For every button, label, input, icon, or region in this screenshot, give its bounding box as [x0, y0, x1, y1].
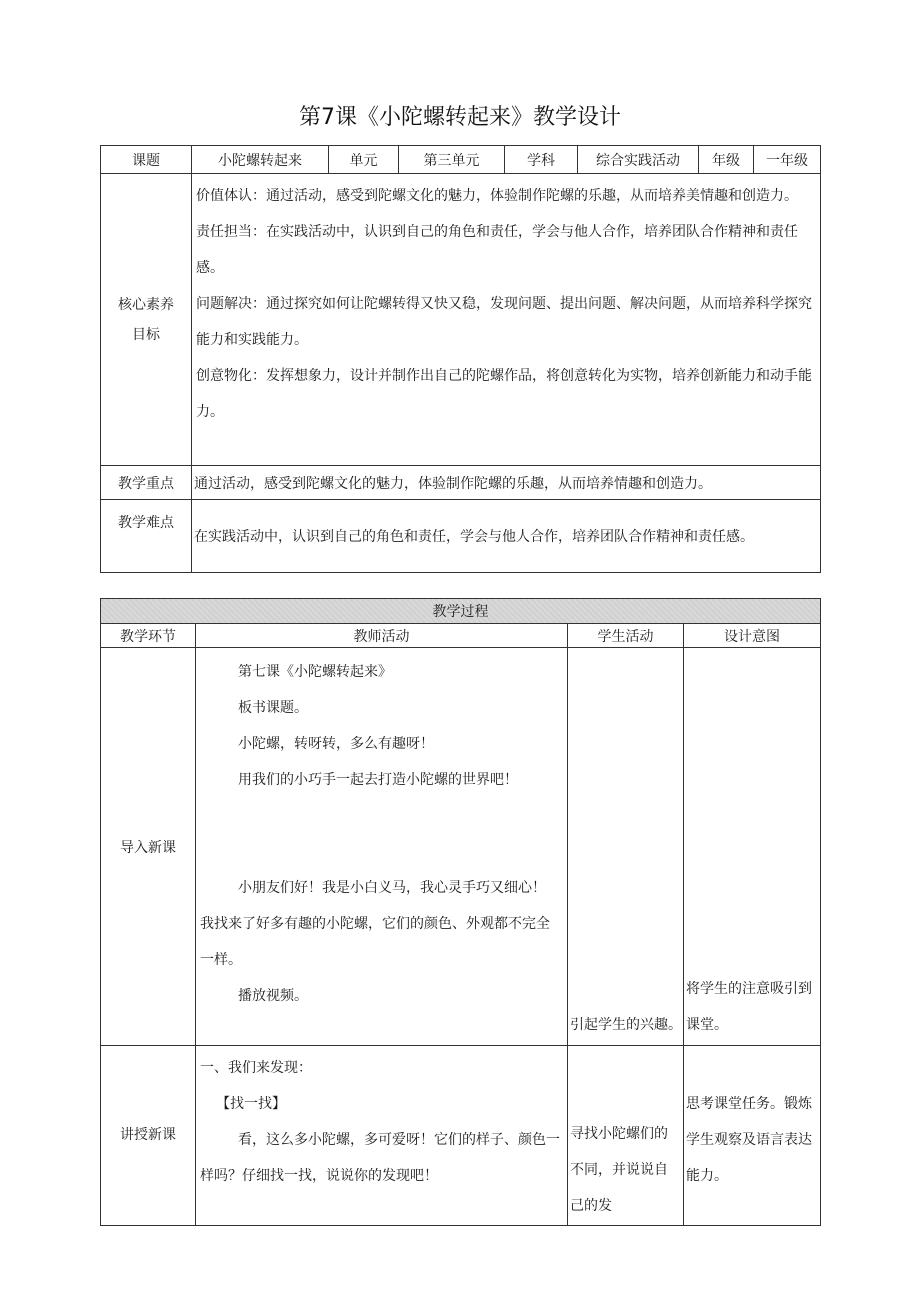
stage-new-lesson: 讲授新课	[101, 1046, 196, 1226]
difficulty-label: 教学难点	[101, 500, 192, 573]
spacer	[200, 798, 563, 870]
col-teacher: 教师活动	[196, 624, 568, 648]
teacher-line: 播放视频。	[238, 988, 308, 1004]
student-activity-new: 寻找小陀螺们的不同，并说说自己的发	[568, 1046, 684, 1226]
teacher-activity-intro	[196, 648, 568, 1046]
teacher-line: 板书课题。	[238, 700, 308, 716]
teacher-heading: 一、我们来发现：	[200, 1060, 312, 1076]
goal-item: 责任担当：在实践活动中，认识到自己的角色和责任，学会与他人合作，培养团队合作精神和责任感。	[196, 224, 798, 276]
unit-label: 单元	[329, 146, 399, 174]
student-activity-intro: 引起学生的兴趣。	[568, 648, 684, 1046]
goal-item: 问题解决：通过探究如何让陀螺转得又快又稳，发现问题、提出问题、解决问题，从而培养科学探究能力和实践能力。	[196, 296, 812, 348]
goals-label-text: 核心素养目标	[118, 296, 174, 343]
unit-value: 第三单元	[399, 146, 505, 174]
difficulty-value: 在实践活动中，认识到自己的角色和责任，学会与他人合作，培养团队合作精神和责任感。	[192, 500, 821, 573]
process-table	[100, 598, 821, 1226]
info-table	[100, 145, 821, 573]
teacher-line: 小朋友们好！我是小白义马，我心灵手巧又细心！	[238, 880, 546, 896]
teacher-line: 我找来了好多有趣的小陀螺，它们的颜色、外观都不完全一样。	[200, 916, 550, 968]
goal-item: 价值体认：通过活动，感受到陀螺文化的魅力，体验制作陀螺的乐趣，从而培养美情趣和创造力。	[196, 188, 798, 204]
course-value: 小陀螺转起来	[192, 146, 329, 174]
intent-intro: 将学生的注意吸引到课堂。	[684, 648, 821, 1046]
grade-label: 年级	[699, 146, 754, 174]
page-title: 第7课《小陀螺转起来》教学设计	[299, 105, 621, 130]
process-header: 教学过程	[101, 599, 821, 624]
stage-intro: 导入新课	[101, 648, 196, 1046]
subject-label: 学科	[505, 146, 578, 174]
goals-content	[192, 174, 821, 466]
teacher-line: 小陀螺，转呀转，多么有趣呀！	[238, 736, 434, 752]
teacher-line: 看，这么多小陀螺，多可爱呀！它们的样子、颜色一样吗？仔细找一找，说说你的发现吧！	[200, 1132, 560, 1184]
teacher-activity-new	[196, 1046, 568, 1226]
teacher-line: 用我们的小巧手一起去打造小陀螺的世界吧！	[238, 772, 518, 788]
grade-value: 一年级	[754, 146, 821, 174]
col-student: 学生活动	[568, 624, 684, 648]
intent-new: 思考课堂任务。锻炼学生观察及语言表达能力。	[684, 1046, 821, 1226]
course-label: 课题	[101, 146, 192, 174]
subject-value: 综合实践活动	[578, 146, 699, 174]
teacher-subheading: 【找一找】	[216, 1096, 286, 1112]
teacher-line: 第七课《小陀螺转起来》	[238, 664, 392, 680]
goal-item: 创意物化：发挥想象力，设计并制作出自己的陀螺作品，将创意转化为实物，培养创新能力和动手能力。	[196, 368, 812, 420]
goals-label	[101, 174, 192, 466]
col-intent: 设计意图	[684, 624, 821, 648]
col-stage: 教学环节	[101, 624, 196, 648]
key-point-value: 通过活动，感受到陀螺文化的魅力，体验制作陀螺的乐趣，从而培养情趣和创造力。	[192, 466, 821, 500]
key-point-label: 教学重点	[101, 466, 192, 500]
